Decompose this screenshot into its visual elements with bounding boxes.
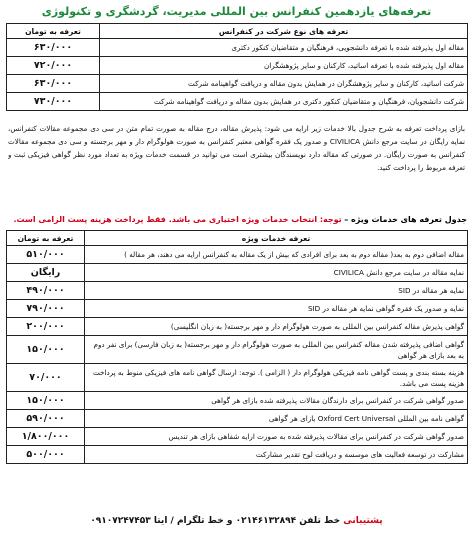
table-header-row (7, 24, 468, 39)
table-row (7, 246, 468, 264)
row-price: ۱/۸۰۰/۰۰۰ (7, 428, 85, 446)
table-row (7, 75, 468, 93)
price-header: تعرفه به تومان (7, 24, 100, 39)
table-header-row (7, 231, 468, 246)
row-description: صدور گواهی شرکت در کنفرانس برای دارندگان مقالات پذیرفته شده بازای هر گواهی (85, 392, 468, 410)
participation-tariff-table (6, 23, 468, 111)
row-price: ۲۰۰/۰۰۰ (7, 318, 85, 336)
row-description: گواهی پذیرش مقاله کنفرانس بین المللی به صورت هولوگرام دار و مهر برجسته( به زبان انگلیسی) (85, 318, 468, 336)
row-price: ۶۳۰/۰۰۰ (7, 39, 100, 57)
price-header: تعرفه به تومان (7, 231, 85, 246)
table-row (7, 428, 468, 446)
support-label: پشتیبانی (343, 516, 383, 526)
row-description: شرکت دانشجویان، فرهنگیان و متقاضیان کنکور دکتری در همایش بدون مقاله و دریافت گواهینامه شرکت (100, 93, 468, 111)
row-price: ۷۲۰/۰۰۰ (7, 57, 100, 75)
row-price: ۵۰۰/۰۰۰ (7, 446, 85, 464)
page-title: تعرفه‌های یازدهمین کنفرانس بین المللی مدیریت، گردشگری و تکنولوژی (41, 5, 432, 18)
row-price: ۷۹۰/۰۰۰ (7, 300, 85, 318)
row-description: گواهی اضافی پذیرفته شدن مقاله کنفرانس بین المللی به صورت هولوگرام دار و مهر برجسته( به زبان فارسی) برای نفر دوم به بعد بازای هر گواهی (85, 336, 468, 364)
row-description: مشارکت در توسعه فعالیت های موسسه و دریافت لوح تقدیر مشارکت (85, 446, 468, 464)
row-description: گواهی نامه بین المللی Oxford Cert Universal بازای هر گواهی (85, 410, 468, 428)
row-price: ۵۹۰/۰۰۰ (7, 410, 85, 428)
table-row (7, 392, 468, 410)
table-row (7, 282, 468, 300)
table-row (7, 93, 468, 111)
row-price: ۶۳۰/۰۰۰ (7, 75, 100, 93)
support-contact (6, 512, 467, 530)
row-price: رایگان (7, 264, 85, 282)
support-phone-text: خط تلفن ۰۲۱۴۶۱۳۲۸۹۴ و خط تلگرام / ایتا ۰۹۱۰۷۲۴۷۴۵۳ (90, 516, 341, 526)
section-title: جدول تعرفه های خدمات ویژه – (344, 215, 467, 224)
type-header: تعرفه های نوع شرکت در کنفرانس (100, 24, 468, 39)
row-price: ۴۹۰/۰۰۰ (7, 282, 85, 300)
table-row (7, 336, 468, 364)
table-row (7, 364, 468, 392)
row-description: مقاله اول پذیرفته شده با تعرفه اساتید، کارکنان و سایر پژوهشگران (100, 57, 468, 75)
row-price: ۵۱۰/۰۰۰ (7, 246, 85, 264)
services-paragraph: بازای پرداخت تعرفه به شرح جدول بالا خدمات زیر ارایه می شود: پذیرش مقاله، درج مقاله به صورت تمام متن در سی دی مجموعه مقالات کنفرانس، نمایه رایگان در سایت مرجع دانش CIVILICA و صدور یک فقره گواهی معتبر کنفرانس به صورت هولوگرام دار و مهر برجسته و سی دی مجموعه مقالات کنفرانس به صورت رایگان. در صورتی که مقاله دارد نویسندگان بیشتری است می توانید در قسمت خدمات ویژه به تعداد مورد نظر گواهی فیزیکی ثبت و تعرفه مربوط را پرداخت کنید. (8, 124, 465, 172)
row-price: ۷۳۰/۰۰۰ (7, 93, 100, 111)
row-description: هزینه بسته بندی و پست گواهی نامه فیزیکی هولوگرام دار ( الزامی ). توجه: ارسال گواهی نامه های فیزیکی منوط به پرداخت هزینه پست می باشد. (85, 364, 468, 392)
row-description: صدور گواهی شرکت در کنفرانس برای مقالات پذیرفته شده به صورت ارایه شفاهی بازای هر تندیس (85, 428, 468, 446)
table-row (7, 410, 468, 428)
service-header: تعرفه خدمات ویژه (85, 231, 468, 246)
row-price: ۱۵۰/۰۰۰ (7, 336, 85, 364)
row-description: مقاله اضافی دوم به بعد( مقاله دوم به بعد برای افرادی که بیش از یک مقاله به کنفرانس ارایه می دهند، هر مقاله ) (85, 246, 468, 264)
special-services-heading (6, 213, 467, 227)
row-description: شرکت اساتید، کارکنان و سایر پژوهشگران در همایش بدون مقاله و دریافت گواهینامه شرکت (100, 75, 468, 93)
row-description: نمایه و صدور یک فقره گواهی نمایه هر مقاله در SID (85, 300, 468, 318)
table-row (7, 300, 468, 318)
row-description: نمایه هر مقاله در SID (85, 282, 468, 300)
special-services-table (6, 230, 468, 464)
row-price: ۷۰/۰۰۰ (7, 364, 85, 392)
table-row (7, 446, 468, 464)
table-row (7, 264, 468, 282)
row-description: مقاله اول پذیرفته شده با تعرفه دانشجویی، فرهنگیان و متقاضیان کنکور دکتری (100, 39, 468, 57)
table-row (7, 318, 468, 336)
table-row (7, 39, 468, 57)
row-description: نمایه مقاله در سایت مرجع دانش CIVILICA (85, 264, 468, 282)
table-row (7, 57, 468, 75)
section-note: توجه: انتخاب خدمات ویژه اختیاری می باشد. فقط پرداخت هزینه پست الزامی است. (13, 215, 342, 224)
row-price: ۱۵۰/۰۰۰ (7, 392, 85, 410)
